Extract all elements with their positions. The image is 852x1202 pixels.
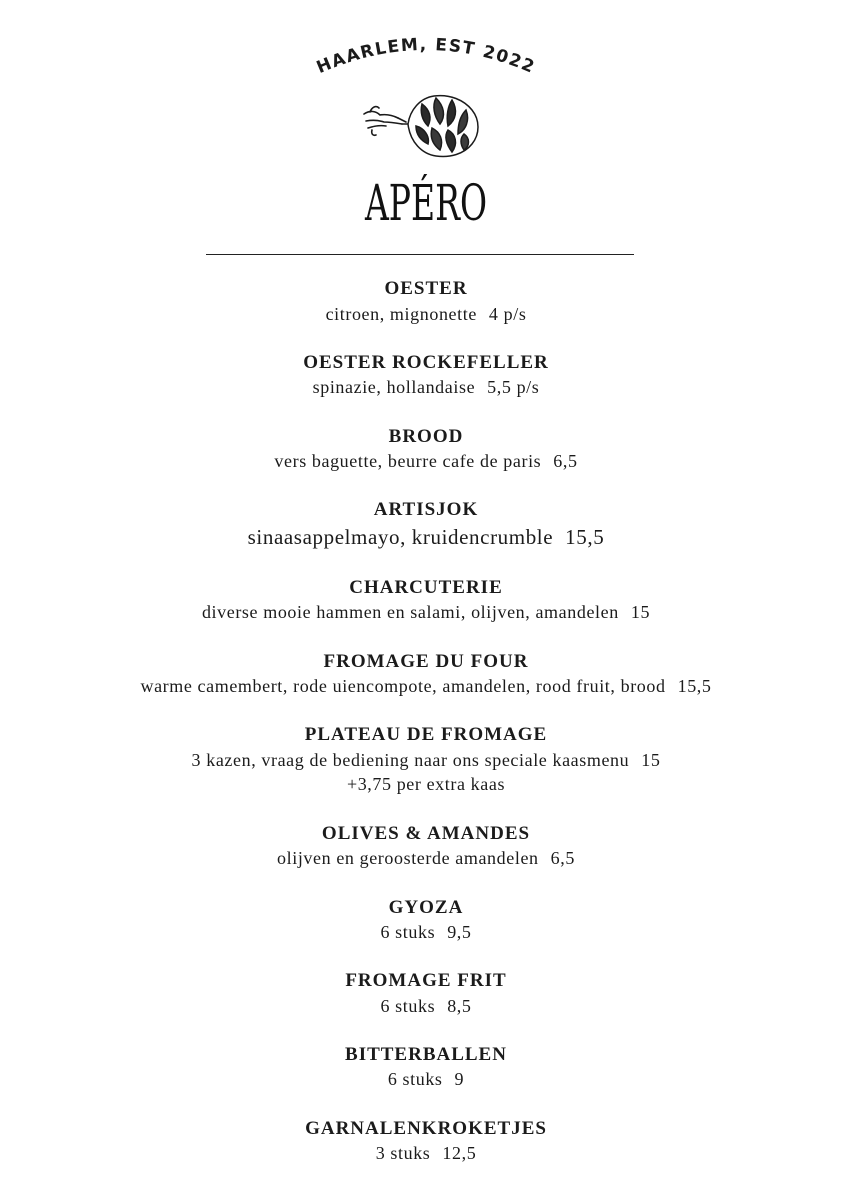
page-title: APÉRO	[364, 174, 488, 232]
item-price: 6,5	[553, 451, 578, 471]
item-description-text: 3 kazen, vraag de bediening naar ons speciale kaasmenu	[191, 750, 630, 770]
menu-item-name: GARNALENKROKETJES	[305, 1118, 547, 1139]
menu-item-description	[0, 525, 852, 549]
menu-item-name: OESTER	[384, 278, 468, 299]
menu-item-description	[0, 994, 852, 1018]
menu-item-name: ARTISJOK	[373, 499, 479, 520]
menu-item-description	[0, 1067, 852, 1091]
item-description-text: vers baguette, beurre cafe de paris	[274, 451, 542, 471]
menu-item-name: CHARCUTERIE	[349, 577, 503, 598]
item-description-text: olijven en geroosterde amandelen	[277, 848, 539, 868]
menu-item-name: BROOD	[388, 426, 464, 447]
menu-item-name: BITTERBALLEN	[345, 1044, 507, 1065]
menu-item-name: FROMAGE FRIT	[345, 970, 507, 991]
item-price: 15	[641, 750, 661, 770]
item-description-text: 3 stuks	[375, 1143, 431, 1163]
menu-item-description	[0, 302, 852, 326]
menu-item-name: GYOZA	[388, 897, 464, 918]
item-price: 9,5	[447, 922, 472, 942]
location-text: HAARLEM, EST 2022	[313, 34, 539, 79]
item-description-text: diverse mooie hammen en salami, olijven, amandelen	[201, 602, 619, 622]
location-arc-heading	[276, 18, 576, 88]
artichoke-icon	[360, 88, 484, 162]
menu-item-description	[0, 920, 852, 944]
menu-item-description	[0, 1141, 852, 1165]
item-price: 5,5 p/s	[487, 377, 540, 397]
item-price: 9	[454, 1069, 465, 1089]
menu-item-extra-note: +3,75 per extra kaas	[346, 774, 506, 794]
item-price: 8,5	[447, 996, 472, 1016]
item-description-text: sinaasappelmayo, kruidencrumble	[247, 525, 554, 549]
menu-item-name: OESTER ROCKEFELLER	[303, 352, 549, 373]
menu-item-name: FROMAGE DU FOUR	[323, 651, 529, 672]
menu-item-description	[0, 846, 852, 870]
item-description-text: 6 stuks	[380, 996, 436, 1016]
item-price: 6,5	[550, 848, 575, 868]
item-description-text: warme camembert, rode uiencompote, amandelen, rood fruit, brood	[140, 676, 666, 696]
item-price: 15,5	[565, 525, 605, 549]
title-divider	[206, 254, 634, 255]
item-price: 15,5	[677, 676, 712, 696]
menu-item-description	[0, 674, 852, 698]
item-price: 12,5	[442, 1143, 477, 1163]
menu-item-description	[0, 375, 852, 399]
menu-item-name: PLATEAU DE FROMAGE	[304, 724, 548, 745]
menu-item-name: OLIVES & AMANDES	[321, 823, 531, 844]
menu-item-description	[0, 748, 852, 772]
item-description-text: spinazie, hollandaise	[312, 377, 476, 397]
menu-item-description	[0, 449, 852, 473]
item-price: 15	[630, 602, 651, 622]
item-description-text: 6 stuks	[380, 922, 436, 942]
item-price: 4 p/s	[488, 304, 527, 324]
item-description-text: citroen, mignonette	[325, 304, 477, 324]
menu-item-description	[0, 600, 852, 624]
item-description-text: 6 stuks	[387, 1069, 443, 1089]
